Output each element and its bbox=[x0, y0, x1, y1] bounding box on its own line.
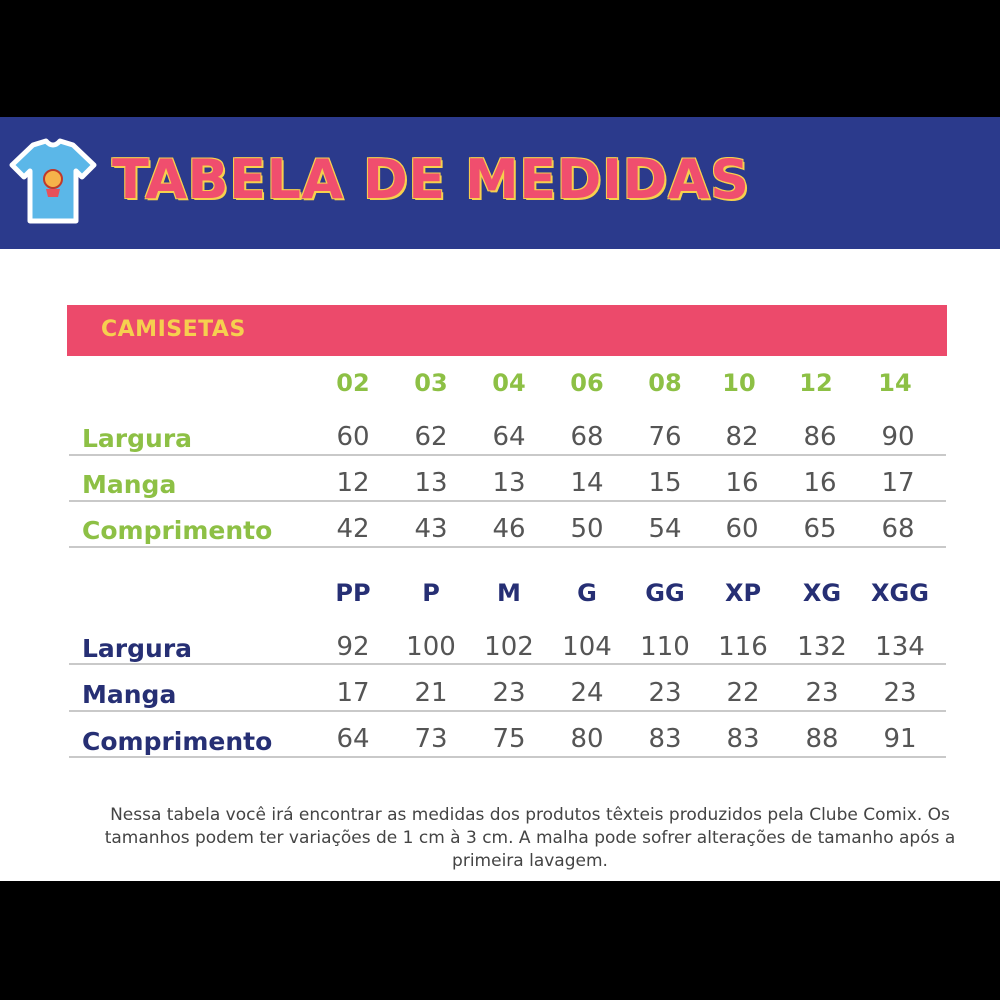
adult-size-header: M bbox=[497, 579, 521, 607]
table-cell: 64 bbox=[336, 724, 370, 754]
table-cell: 82 bbox=[725, 422, 759, 452]
table-cell: 46 bbox=[492, 514, 526, 544]
table-cell: 54 bbox=[648, 514, 682, 544]
table-cell: 116 bbox=[718, 632, 768, 662]
size-table-card bbox=[0, 249, 1000, 881]
table-cell: 92 bbox=[336, 632, 370, 662]
table-cell: 65 bbox=[803, 514, 837, 544]
table-cell: 83 bbox=[726, 724, 760, 754]
table-cell: 13 bbox=[414, 468, 448, 498]
table-cell: 22 bbox=[726, 678, 760, 708]
table-cell: 68 bbox=[881, 514, 915, 544]
table-cell: 16 bbox=[725, 468, 759, 498]
table-cell: 104 bbox=[562, 632, 612, 662]
table-cell: 62 bbox=[414, 422, 448, 452]
row-divider bbox=[69, 663, 946, 665]
table-cell: 73 bbox=[414, 724, 448, 754]
table-cell: 24 bbox=[570, 678, 604, 708]
adult-size-header: XG bbox=[802, 579, 842, 607]
table-cell: 17 bbox=[336, 678, 370, 708]
row-divider bbox=[69, 710, 946, 712]
table-cell: 23 bbox=[805, 678, 839, 708]
table-cell: 15 bbox=[648, 468, 682, 498]
adult-size-header: GG bbox=[645, 579, 685, 607]
adult-size-header: XGG bbox=[871, 579, 929, 607]
kids-row-label-comprimento: Comprimento bbox=[82, 516, 273, 545]
table-cell: 12 bbox=[336, 468, 370, 498]
adult-size-header: G bbox=[577, 579, 597, 607]
table-cell: 17 bbox=[881, 468, 915, 498]
table-cell: 23 bbox=[883, 678, 917, 708]
table-cell: 134 bbox=[875, 632, 925, 662]
table-cell: 75 bbox=[492, 724, 526, 754]
table-cell: 76 bbox=[648, 422, 682, 452]
table-cell: 110 bbox=[640, 632, 690, 662]
table-cell: 60 bbox=[336, 422, 370, 452]
table-cell: 60 bbox=[725, 514, 759, 544]
page-title: TABELA DE MEDIDAS bbox=[112, 148, 750, 211]
row-divider bbox=[69, 500, 946, 502]
kids-size-header: 14 bbox=[878, 369, 912, 397]
footnote: Nessa tabela você irá encontrar as medidas dos produtos têxteis produzidos pela Clube Comix. Os tamanhos podem ter variações de 1 cm à 3 cm. A malha pode sofrer alterações de tamanho após a primeira lavagem. bbox=[104, 805, 956, 871]
kids-row-label-largura: Largura bbox=[82, 424, 193, 453]
adult-size-header: PP bbox=[335, 579, 371, 607]
kids-size-header: 12 bbox=[799, 369, 833, 397]
adult-size-header: P bbox=[422, 579, 440, 607]
section-bar bbox=[67, 305, 947, 356]
kids-size-header: 06 bbox=[570, 369, 604, 397]
kids-size-header: 03 bbox=[414, 369, 448, 397]
table-cell: 88 bbox=[805, 724, 839, 754]
tshirt-icon bbox=[8, 135, 98, 230]
row-divider bbox=[69, 546, 946, 548]
table-cell: 83 bbox=[648, 724, 682, 754]
table-cell: 13 bbox=[492, 468, 526, 498]
kids-size-header: 04 bbox=[492, 369, 526, 397]
adult-size-header: XP bbox=[724, 579, 762, 607]
table-cell: 23 bbox=[492, 678, 526, 708]
table-cell: 80 bbox=[570, 724, 604, 754]
table-cell: 42 bbox=[336, 514, 370, 544]
table-cell: 132 bbox=[797, 632, 847, 662]
table-cell: 91 bbox=[883, 724, 917, 754]
adult-row-label-comprimento: Comprimento bbox=[82, 727, 273, 756]
kids-row-label-manga: Manga bbox=[82, 470, 177, 499]
section-label: CAMISETAS bbox=[101, 317, 246, 342]
table-cell: 43 bbox=[414, 514, 448, 544]
kids-size-header: 10 bbox=[722, 369, 756, 397]
table-cell: 68 bbox=[570, 422, 604, 452]
table-cell: 14 bbox=[570, 468, 604, 498]
table-cell: 16 bbox=[803, 468, 837, 498]
table-cell: 23 bbox=[648, 678, 682, 708]
table-cell: 100 bbox=[406, 632, 456, 662]
table-cell: 102 bbox=[484, 632, 534, 662]
kids-size-header: 02 bbox=[336, 369, 370, 397]
adult-row-label-largura: Largura bbox=[82, 634, 193, 663]
table-cell: 86 bbox=[803, 422, 837, 452]
table-cell: 21 bbox=[414, 678, 448, 708]
table-cell: 64 bbox=[492, 422, 526, 452]
row-divider bbox=[69, 454, 946, 456]
table-cell: 90 bbox=[881, 422, 915, 452]
table-cell: 50 bbox=[570, 514, 604, 544]
adult-row-label-manga: Manga bbox=[82, 680, 177, 709]
kids-size-header: 08 bbox=[648, 369, 682, 397]
row-divider bbox=[69, 756, 946, 758]
